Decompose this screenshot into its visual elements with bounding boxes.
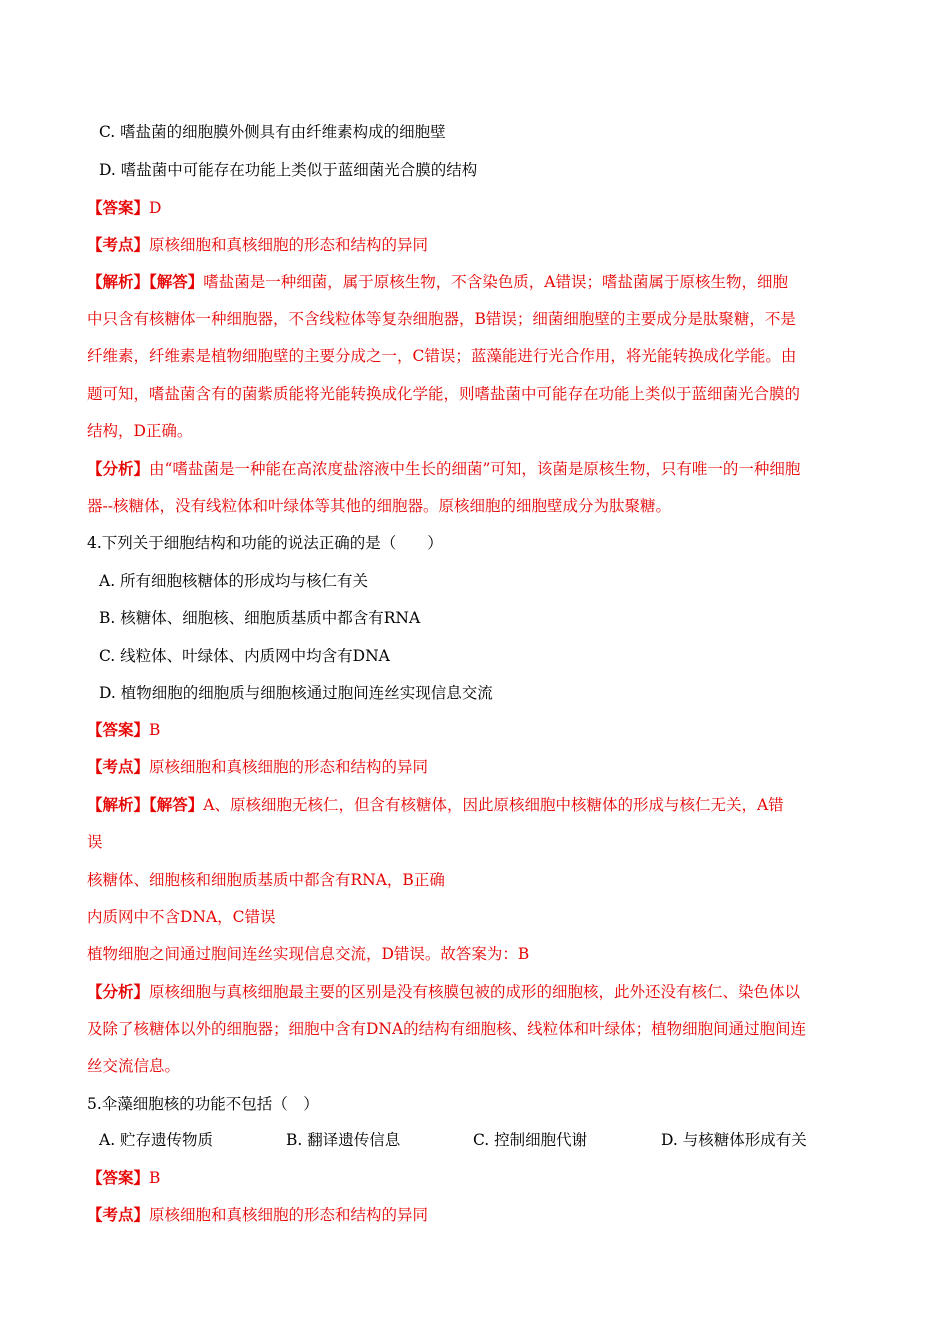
q3-jiexi-line: 中只含有核糖体一种细胞器，不含线粒体等复杂细胞器，B错误；细菌细胞壁的主要成分是肽聚糖，不是	[87, 310, 796, 328]
q3-answer	[87, 198, 161, 218]
q3-fenxi	[87, 459, 800, 479]
kaodian-text: 原核细胞和真核细胞的形态和结构的异同	[149, 1206, 429, 1224]
kaodian-tag: 【考点】	[87, 757, 150, 776]
q4-option-b: B. 核糖体、细胞核、细胞质基质中都含有RNA	[99, 609, 421, 627]
q4-jiexi-line: 植物细胞之间通过胞间连丝实现信息交流，D错误。故答案为：B	[87, 945, 530, 963]
q3-option-c: C. 嗜盐菌的细胞膜外侧具有由纤维素构成的细胞壁	[99, 123, 446, 141]
q3-jiexi-line: 纤维素，纤维素是植物细胞壁的主要分成之一，C错误；蓝藻能进行光合作用，将光能转换成化学能。由	[87, 347, 797, 365]
fenxi-text: 原核细胞与真核细胞最主要的区别是没有核膜包被的成形的细胞核，此外还没有核仁、染色体以	[149, 983, 801, 1001]
answer-value: D	[149, 199, 162, 217]
q4-jiexi	[87, 795, 784, 815]
jieda-tag: 【解答】	[149, 795, 204, 814]
q5-kaodian	[87, 1205, 428, 1225]
jiexi-text: A、原核细胞无核仁，但含有核糖体，因此原核细胞中核糖体的形成与核仁无关，A错	[203, 796, 784, 814]
jiexi-text: 嗜盐菌是一种细菌，属于原核生物，不含染色质，A错误；嗜盐菌属于原核生物，细胞	[203, 273, 788, 291]
q5-option-c: C. 控制细胞代谢	[473, 1131, 588, 1149]
kaodian-text: 原核细胞和真核细胞的形态和结构的异同	[149, 236, 429, 254]
fenxi-tag: 【分析】	[87, 459, 150, 478]
q4-option-d: D. 植物细胞的细胞质与细胞核通过胞间连丝实现信息交流	[99, 684, 493, 702]
answer-tag: 【答案】	[87, 198, 150, 217]
answer-value: B	[149, 1169, 161, 1187]
q3-fenxi-line: 器--核糖体，没有线粒体和叶绿体等其他的细胞器。原核细胞的细胞壁成分为肽聚糖。	[87, 497, 671, 515]
q3-jiexi-line: 结构，D正确。	[87, 422, 193, 440]
q5-stem: 5.伞藻细胞核的功能不包括（ ）	[87, 1095, 319, 1113]
kaodian-tag: 【考点】	[87, 1205, 150, 1224]
fenxi-tag: 【分析】	[87, 982, 150, 1001]
q4-fenxi-line: 丝交流信息。	[87, 1057, 181, 1075]
q4-kaodian	[87, 757, 428, 777]
q4-option-c: C. 线粒体、叶绿体、内质网中均含有DNA	[99, 647, 390, 665]
q4-jiexi-line: 核糖体、细胞核和细胞质基质中都含有RNA，B正确	[87, 871, 445, 889]
q5-option-d: D. 与核糖体形成有关	[661, 1131, 807, 1149]
q5-options	[99, 1130, 859, 1150]
answer-tag: 【答案】	[87, 1168, 150, 1187]
q4-stem: 4.下列关于细胞结构和功能的说法正确的是（ ）	[87, 534, 443, 552]
q4-fenxi	[87, 982, 800, 1002]
q5-answer	[87, 1168, 160, 1188]
jiexi-tag: 【解析】	[87, 795, 150, 814]
q3-jiexi	[87, 272, 788, 292]
q3-kaodian	[87, 235, 428, 255]
q4-jiexi-line: 误	[87, 833, 103, 851]
fenxi-text: 由“嗜盐菌是一种能在高浓度盐溶液中生长的细菌”可知，该菌是原核生物，只有唯一的一种细胞	[149, 460, 801, 478]
answer-value: B	[149, 721, 161, 739]
q3-jiexi-line: 题可知，嗜盐菌含有的菌紫质能将光能转换成化学能，则嗜盐菌中可能存在功能上类似于蓝细菌光合膜的	[87, 385, 801, 403]
jiexi-tag: 【解析】	[87, 272, 150, 291]
jieda-tag: 【解答】	[149, 272, 204, 291]
q3-option-d: D. 嗜盐菌中可能存在功能上类似于蓝细菌光合膜的结构	[99, 161, 478, 179]
q5-option-a: A. 贮存遗传物质	[99, 1131, 214, 1149]
kaodian-tag: 【考点】	[87, 235, 150, 254]
q4-option-a: A. 所有细胞核糖体的形成均与核仁有关	[99, 572, 369, 590]
q4-fenxi-line: 及除了核糖体以外的细胞器；细胞中含有DNA的结构有细胞核、线粒体和叶绿体；植物细胞间通过胞间连	[87, 1020, 807, 1038]
kaodian-text: 原核细胞和真核细胞的形态和结构的异同	[149, 758, 429, 776]
q4-answer	[87, 720, 160, 740]
q5-option-b: B. 翻译遗传信息	[286, 1131, 401, 1149]
answer-tag: 【答案】	[87, 720, 150, 739]
q4-jiexi-line: 内质网中不含DNA，C错误	[87, 908, 276, 926]
